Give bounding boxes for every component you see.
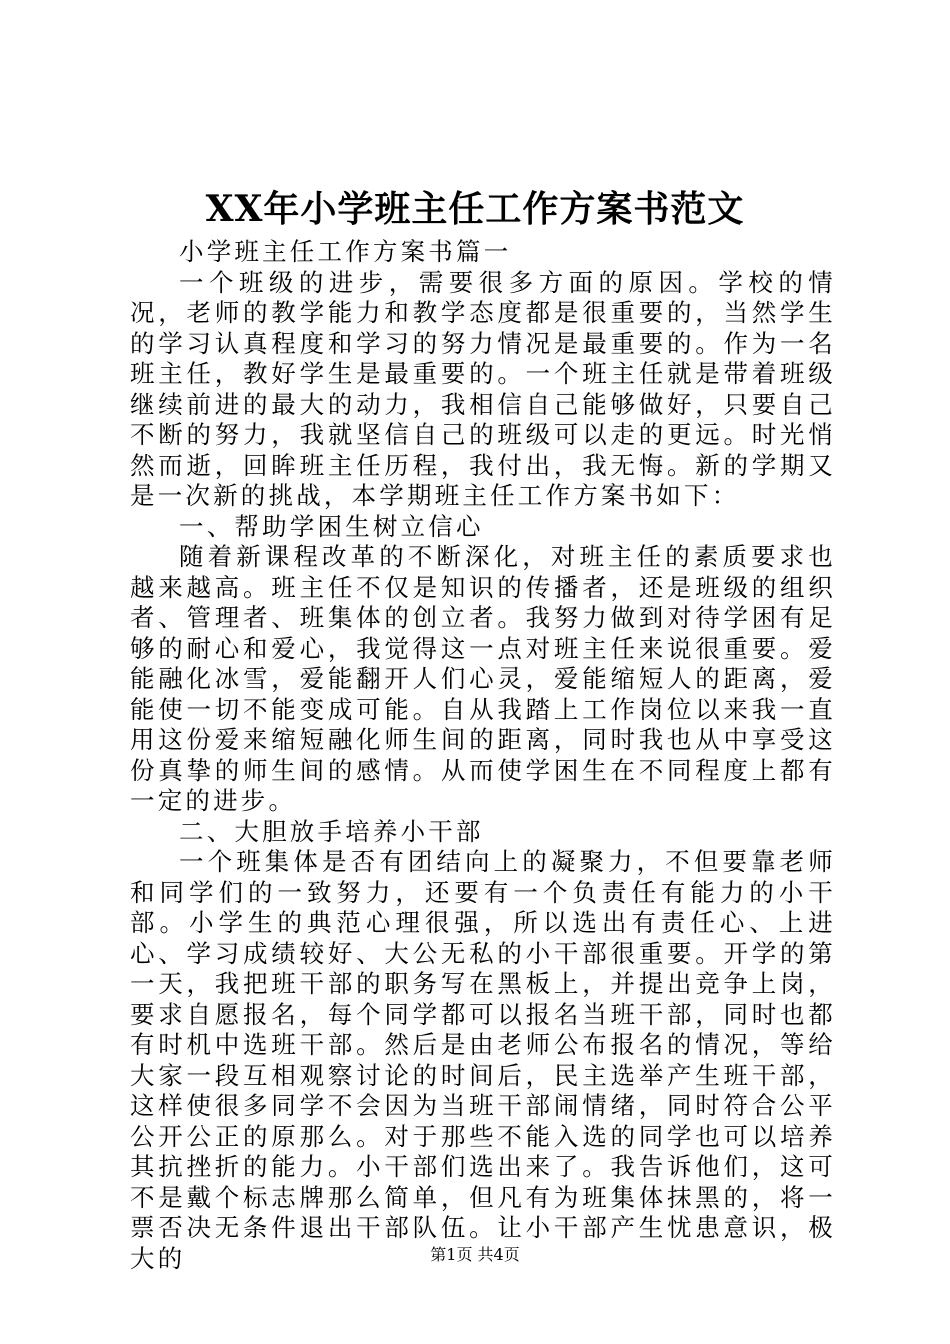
body-paragraph: 随着新课程改革的不断深化，对班主任的素质要求也越来越高。班主任不仅是知识的传播者，还是班级的组织者、管理者、班集体的创立者。我努力做到对待学困有足够的耐心和爱心，我觉得这一点对班主任来说很重要。爱能融化冰雪，爱能翻开人们心灵，爱能缩短人的距离，爱能使一切不能变成可能。自从我踏上工作岗位以来我一直用这份爱来缩短融化师生间的距离，同时我也从中享受这份真挚的师生间的感情。从而使学困生在不同程度上都有一定的进步。	[130, 542, 836, 815]
section-heading-cadres: 二、大胆放手培养小干部	[179, 816, 484, 846]
document-title: XX年小学班主任工作方案书范文	[205, 188, 745, 230]
page-footer: 第1页 共4页	[430, 1245, 520, 1264]
section-heading-confidence: 一、帮助学困生树立信心	[179, 511, 484, 541]
section-heading-part-one: 小学班主任工作方案书篇一	[179, 237, 512, 266]
body-paragraph: 一个班级的进步，需要很多方面的原因。学校的情况，老师的教学能力和教学态度都是很重要的，当然学生的学习认真程度和学习的努力情况是最重要的。作为一名班主任，教好学生是最重要的。一个班主任就是带着班级继续前进的最大的动力，我相信自己能够做好，只要自己不断的努力，我就坚信自己的班级可以走的更远。时光悄然而逝，回眸班主任历程，我付出，我无悔。新的学期又是一次新的挑战，本学期班主任工作方案书如下：	[130, 267, 836, 510]
document-body	[130, 237, 836, 1274]
body-paragraph: 一个班集体是否有团结向上的凝聚力，不但要靠老师和同学们的一致努力，还要有一个负责任有能力的小干部。小学生的典范心理很强，所以选出有责任心、上进心、学习成绩较好、大公无私的小干部很重要。开学的第一天，我把班干部的职务写在黑板上，并提出竞争上岗，要求自愿报名，每个同学都可以报名当班干部，同时也都有时机中选班干部。然后是由老师公布报名的情况，等给大家一段互相观察讨论的时间后，民主选举产生班干部，这样使很多同学不会因为当班干部闹情绪，同时符合公平公开公正的原那么。对于那些不能入选的同学也可以培养其抗挫折的能力。小干部们选出来了。我告诉他们，这可不是戴个标志牌那么简单，但凡有为班集体抹黑的，将一票否决无条件退出干部队伍。让小干部产生忧患意识，极大的	[130, 847, 836, 1273]
